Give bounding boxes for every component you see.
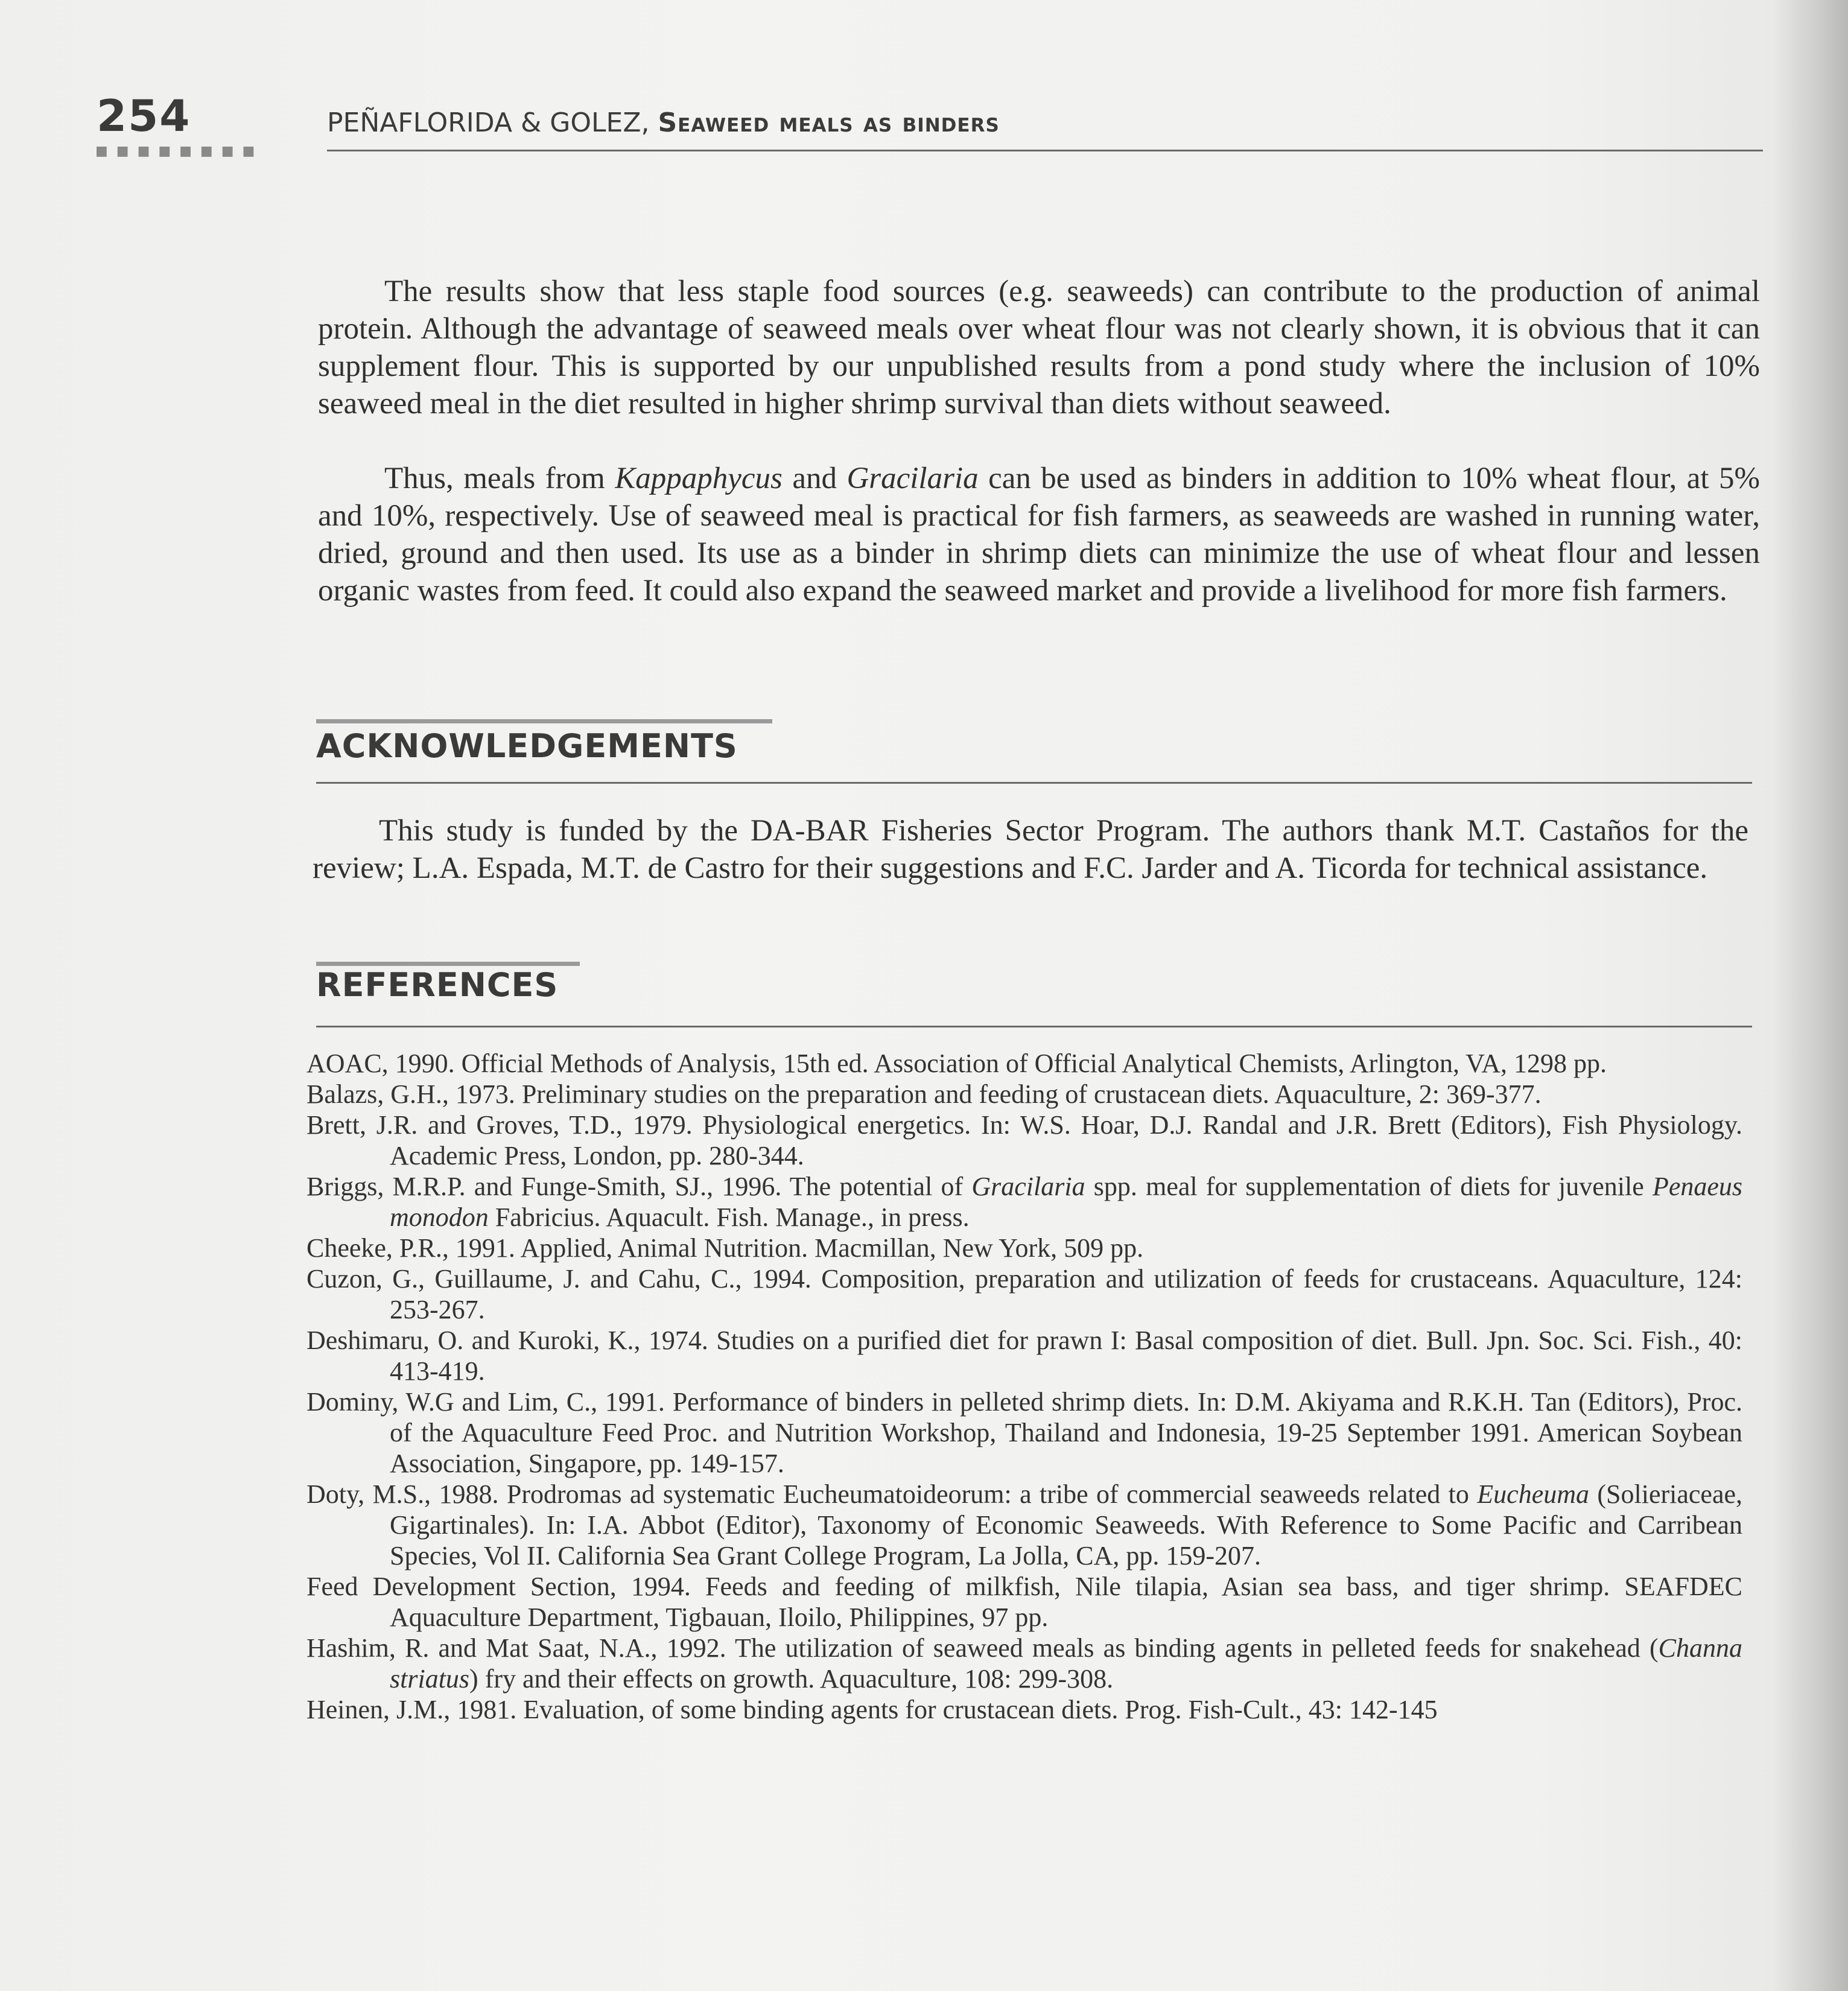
reference-entry xyxy=(306,1079,1742,1110)
species-kappaphycus: Kappaphycus xyxy=(615,462,783,495)
reference-text: (Solieriaceae, Gigartinales). In: I.A. Abbot (Editor), Taxonomy of Economic Seaweeds. With Reference to Some Pacific and Carribean Species, Vol II. California Sea Grant College Program, La Jolla, CA, pp. 159-207. xyxy=(390,1479,1743,1570)
reference-italic-text: Penaeus monodon xyxy=(390,1172,1742,1232)
header-rule xyxy=(327,150,1763,151)
reference-text: spp. meal for supplementation of diets for juvenile xyxy=(1085,1172,1653,1201)
reference-text: Hashim, R. and Mat Saat, N.A., 1992. The utilization of seaweed meals as binding agents in pelleted feeds for snakehead ( xyxy=(306,1633,1659,1663)
reference-text: Fabricius. Aquacult. Fish. Manage., in press. xyxy=(488,1202,970,1232)
page-edge-shadow xyxy=(1774,0,1848,1991)
reference-text: Deshimaru, O. and Kuroki, K., 1974. Studies on a purified diet for prawn I: Basal composition of diet. Bull. Jpn. Soc. Sci. Fish., 40: 413-419. xyxy=(306,1326,1742,1386)
reference-text: Dominy, W.G and Lim, C., 1991. Performance of binders in pelleted shrimp diets. In: D.M. Akiyama and R.K.H. Tan (Editors), Proc. of the Aquaculture Feed Proc. and Nutrition Workshop, Thailand and Indonesia, 19-25 September 1991. American Soybean Association, Singapore, pp. 149-157. xyxy=(306,1387,1742,1478)
page-number: 254 xyxy=(97,91,191,141)
conclusion-text-3: can be used as binders in addition to 10% wheat flour, at 5% and 10%, respectively. Use of seaweed meal is practical for fish farmers, as seaweeds are washed in running water, dried, ground and then used. Its use as a binder in shrimp diets can minimize the use of wheat flour and lessen organic wastes from feed. It could also expand the seaweed market and provide a livelihood for more fish farmers. xyxy=(318,462,1760,608)
acknowledgements-heading: ACKNOWLEDGEMENTS xyxy=(316,727,738,765)
reference-list xyxy=(306,1048,1742,1725)
reference-entry xyxy=(306,1571,1742,1633)
reference-entry xyxy=(306,1110,1742,1171)
reference-entry xyxy=(306,1048,1742,1079)
acknowledgements-text: This study is funded by the DA-BAR Fisheries Sector Program. The authors thank M.T. Castaños for the review; L.A. Espada, M.T. de Castro for their suggestions and F.C. Jarder and A. Ticorda for technical assistance. xyxy=(313,814,1748,885)
species-gracilaria: Gracilaria xyxy=(846,462,979,495)
reference-entry xyxy=(306,1171,1742,1233)
reference-text: Briggs, M.R.P. and Funge-Smith, SJ., 1996. The potential of xyxy=(306,1172,972,1201)
reference-text: Cheeke, P.R., 1991. Applied, Animal Nutrition. Macmillan, New York, 509 pp. xyxy=(306,1233,1144,1263)
paragraph-conclusion xyxy=(318,460,1760,609)
running-header xyxy=(327,107,1000,138)
reference-italic-text: Eucheuma xyxy=(1477,1479,1589,1509)
reference-entry xyxy=(306,1633,1742,1694)
reference-entry xyxy=(306,1479,1742,1571)
conclusion-text-1: Thus, meals from xyxy=(384,462,615,495)
acknowledgements-top-rule xyxy=(316,719,772,723)
running-header-authors: PEÑAFLORIDA & GOLEZ, xyxy=(327,107,650,138)
page-number-dots: ■■■■■■■■ xyxy=(95,144,264,159)
reference-entry xyxy=(306,1233,1742,1263)
reference-text: Doty, M.S., 1988. Prodromas ad systematic Eucheumatoideorum: a tribe of commercial seaweeds related to xyxy=(306,1479,1478,1509)
reference-text: Brett, J.R. and Groves, T.D., 1979. Physiological energetics. In: W.S. Hoar, D.J. Randal and J.R. Brett (Editors), Fish Physiology. Academic Press, London, pp. 280-344. xyxy=(306,1110,1742,1170)
conclusion-text-2: and xyxy=(782,462,847,495)
references-bottom-rule xyxy=(316,1026,1752,1027)
paragraph-results-text: The results show that less staple food sources (e.g. seaweeds) can contribute to the production of animal protein. Although the advantage of seaweed meals over wheat flour was not clearly shown, it is obvious that it can supplement flour. This is supported by our unpublished results from a pond study where the inclusion of 10% seaweed meal in the diet resulted in higher shrimp survival than diets without seaweed. xyxy=(318,275,1760,421)
paragraph-results xyxy=(318,273,1760,422)
reference-entry xyxy=(306,1325,1742,1386)
paragraph-conclusion-text xyxy=(318,460,1760,609)
reference-entry xyxy=(306,1386,1742,1479)
running-header-title: Seaweed meals as binders xyxy=(658,107,1000,138)
references-heading: REFERENCES xyxy=(316,966,559,1004)
reference-italic-text: Channa striatus xyxy=(390,1633,1742,1694)
reference-text: AOAC, 1990. Official Methods of Analysis, 15th ed. Association of Official Analytical Chemists, Arlington, VA, 1298 pp. xyxy=(306,1049,1607,1078)
acknowledgements-paragraph xyxy=(313,812,1748,887)
reference-text: Balazs, G.H., 1973. Preliminary studies on the preparation and feeding of crustacean diets. Aquaculture, 2: 369-377. xyxy=(306,1079,1542,1109)
reference-italic-text: Gracilaria xyxy=(971,1172,1085,1201)
reference-text: Cuzon, G., Guillaume, J. and Cahu, C., 1994. Composition, preparation and utilization of feeds for crustaceans. Aquaculture, 124: 253-267. xyxy=(306,1264,1742,1324)
references-top-rule xyxy=(316,962,580,966)
reference-text: Heinen, J.M., 1981. Evaluation, of some binding agents for crustacean diets. Prog. Fish-Cult., 43: 142-145 xyxy=(306,1695,1438,1724)
reference-text: ) fry and their effects on growth. Aquaculture, 108: 299-308. xyxy=(469,1664,1114,1694)
reference-entry xyxy=(306,1694,1742,1725)
reference-entry xyxy=(306,1263,1742,1325)
reference-text: Feed Development Section, 1994. Feeds and feeding of milkfish, Nile tilapia, Asian sea bass, and tiger shrimp. SEAFDEC Aquaculture Department, Tigbauan, Iloilo, Philippines, 97 pp. xyxy=(306,1572,1742,1632)
acknowledgements-bottom-rule xyxy=(316,782,1752,784)
